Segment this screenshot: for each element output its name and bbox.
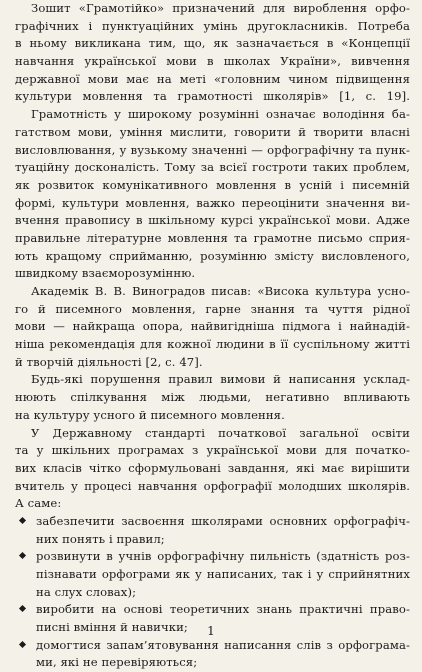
paragraph-5: [15, 425, 410, 513]
body-text: [15, 0, 410, 672]
text-line: на культуру усного й писемного мовлення.: [15, 407, 285, 422]
text-line: Будь-які порушення правил вимови й написання усклад-: [31, 372, 410, 387]
text-line: графічних і пунктуаційних умінь другокласників. Потреба: [15, 18, 410, 33]
bullet-icon: [19, 552, 26, 559]
text-line: А саме:: [15, 496, 62, 511]
list-item-line: на слух словах);: [36, 584, 137, 599]
text-line: го й писемного мовлення, гарне знання та чуття рідної: [15, 301, 410, 316]
paragraph-1: [15, 0, 410, 106]
text-line: правильне літературне мовлення та грамотне письмо сприя-: [15, 230, 410, 245]
task-list: [15, 513, 410, 672]
text-line: вчення правопису в шкільному курсі української мови. Адже: [15, 213, 410, 228]
text-line: гатством мови, уміння мислити, говорити й творити власні: [15, 124, 410, 139]
list-item-line: забезпечити засвоєння школярами основних орфографіч-: [15, 513, 410, 531]
text-line: та у шкільних програмах з української мови для початко-: [15, 443, 410, 458]
text-line: У Державному стандарті початкової загальної освіти: [31, 425, 410, 440]
page-number: 1: [207, 624, 215, 638]
text-line: швидкому взаєморозумінню.: [15, 266, 196, 281]
text-line: державної мови має на меті «головним чином підвищення: [15, 71, 410, 86]
text-line: Грамотність у широкому розумінні означає володіння ба-: [31, 107, 410, 122]
text-line: навчання української мови в школах України», вивчення: [15, 54, 410, 69]
paragraph-4: [15, 371, 410, 424]
paragraph-2: [15, 106, 410, 283]
list-item-line: пізнавати орфограми як у написаних, так і у сприйнятних: [36, 567, 410, 581]
bullet-icon: [19, 605, 26, 612]
list-item-line: домогтися запам’ятовування написання слів з орфограма-: [15, 637, 410, 655]
paragraph-3: [15, 283, 410, 371]
text-line: ють кращому сприйманню, розумінню змісту висловленого,: [15, 248, 410, 263]
list-item: [15, 513, 410, 548]
text-line: мови — найкраща опора, найвигідніша підмога і найнадій-: [15, 319, 410, 334]
text-line: як розвиток комунікативного мовлення в усній і писемній: [15, 177, 410, 192]
list-item-line: ми, які не перевіряються;: [36, 655, 198, 670]
text-line: культури мовлення та грамотності школярів» [1, с. 19].: [15, 89, 410, 104]
text-line: вчитель у процесі навчання орфографії молодших школярів.: [15, 478, 410, 493]
text-line: нюють спілкування між людьми, негативно впливають: [15, 390, 410, 405]
text-line: формі, культури мовлення, важко переоцінити значення ви-: [15, 195, 410, 210]
list-item-line: виробити на основі теоретичних знань практичні право-: [15, 601, 410, 619]
list-item-line: писні вміння й навички;: [36, 620, 188, 635]
bullet-icon: [19, 517, 26, 524]
text-line: туаційну досконалість. Тому за всієї гостроти таких проблем,: [15, 160, 410, 175]
list-item: [15, 548, 410, 601]
text-line: й творчій діяльності [2, с. 47].: [15, 354, 203, 369]
bullet-icon: [19, 641, 26, 648]
list-item: [15, 637, 410, 672]
list-item-line: них понять і правил;: [36, 531, 165, 546]
text-line: ніша рекомендація для кожної людини в її суспільному житті: [15, 337, 410, 352]
text-line: висловлювання, у вузькому значенні — орфографічну та пунк-: [15, 142, 410, 157]
text-line: Зошит «Грамотійко» призначений для вироблення орфо-: [31, 1, 410, 15]
text-line: вих класів чітко сформульовані завдання, які має вирішити: [15, 460, 410, 475]
text-line: Академік В. В. Виноградов писав: «Висока культура усно-: [31, 284, 410, 298]
list-item-line: розвинути в учнів орфографічну пильність (здатність роз-: [15, 548, 410, 566]
text-line: в ньому викликана тим, що, як зазначається в «Концепції: [15, 36, 410, 51]
